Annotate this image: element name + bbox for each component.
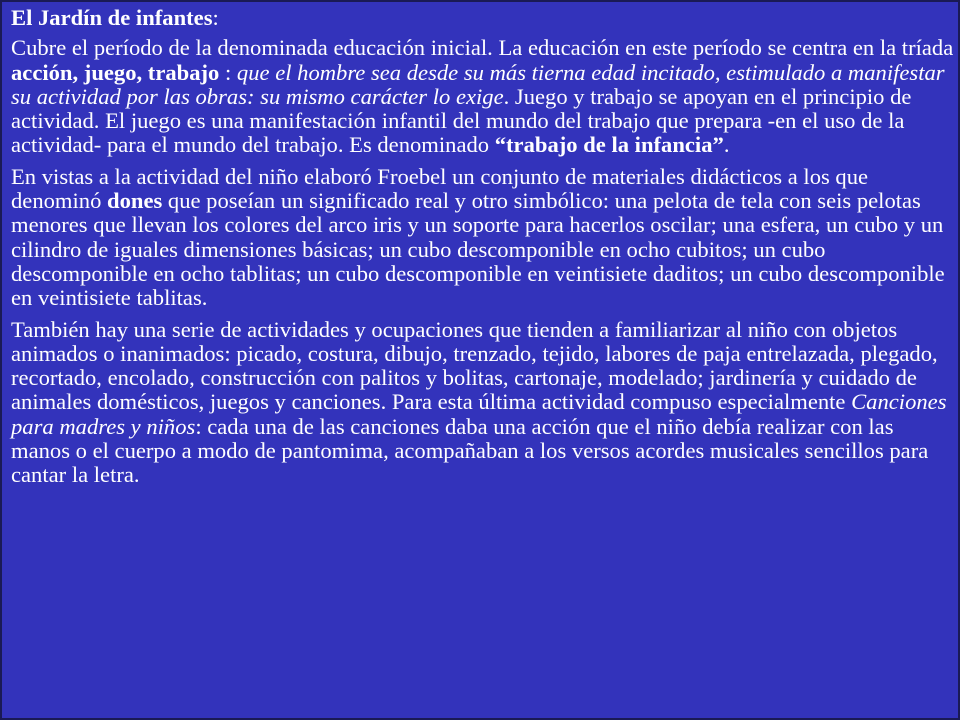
paragraph-2 [11, 165, 957, 311]
section-heading [11, 6, 957, 30]
paragraph-1 [11, 36, 957, 157]
paragraph-3-text-a: También hay una serie de actividades y ocupaciones que tienden a familiarizar al niño con objetos animados o inanimados: picado, costura, dibujo, trenzado, tejido, labores de paja entrelazada, plegado, recortado, encolado, construcción con palitos y bolitas, cartonaje, modelado; jardinería y cuidado de animales domésticos, juegos y canciones. Para esta última actividad compuso especialmente [11, 316, 938, 415]
paragraph-1-text-e: . Juego y trabajo se apoyan en el principio de actividad. El juego es una manifestación infantil del mundo del trabajo que prepara -en el uso de la actividad- para el mundo del trabajo. Es denominado [11, 83, 912, 158]
paragraph-2-term: dones [107, 188, 163, 214]
paragraph-3-title: Canciones para madres y niños [11, 389, 947, 439]
paragraph-1-text-g: . [723, 132, 730, 158]
paragraph-1-triad: acción, juego, trabajo [11, 59, 220, 85]
paragraph-3 [11, 318, 957, 488]
paragraph-1-quote: que el hombre sea desde su más tierna edad incitado, estimulado a manifestar su actividad por las obras: su mismo carácter lo exige [11, 59, 945, 109]
heading-colon: : [212, 5, 219, 30]
paragraph-1-text-c: : [219, 59, 237, 85]
paragraph-1-text-a: Cubre el período de la denominada educación inicial. La educación en este período se centra en la tríada [11, 35, 954, 61]
paragraph-2-text-c: que poseían un significado real y otro simbólico: una pelota de tela con seis pelotas menores que llevan los colores del arco iris y un soporte para hacerlos oscilar; una esfera, un cubo y un cilindro de iguales dimensiones básicas; un cubo descomponible en ocho cubitos; un cubo descomponible en ocho tablitas; un cubo descomponible en veintisiete daditos; un cubo descomponible en veintisiete tablitas. [11, 188, 945, 311]
paragraph-2-text-a: En vistas a la actividad del niño elaboró Froebel un conjunto de materiales didácticos a los que denominó [11, 163, 869, 214]
heading-title: El Jardín de infantes [11, 5, 213, 30]
paragraph-1-term: “trabajo de la infancia” [494, 132, 724, 158]
slide-body [11, 6, 957, 495]
paragraph-3-text-c: : cada una de las canciones daba una acción que el niño debía realizar con las manos o el cuerpo a modo de pantomima, acompañaban a los versos acordes musicales sencillos para cantar la letra. [11, 413, 929, 488]
